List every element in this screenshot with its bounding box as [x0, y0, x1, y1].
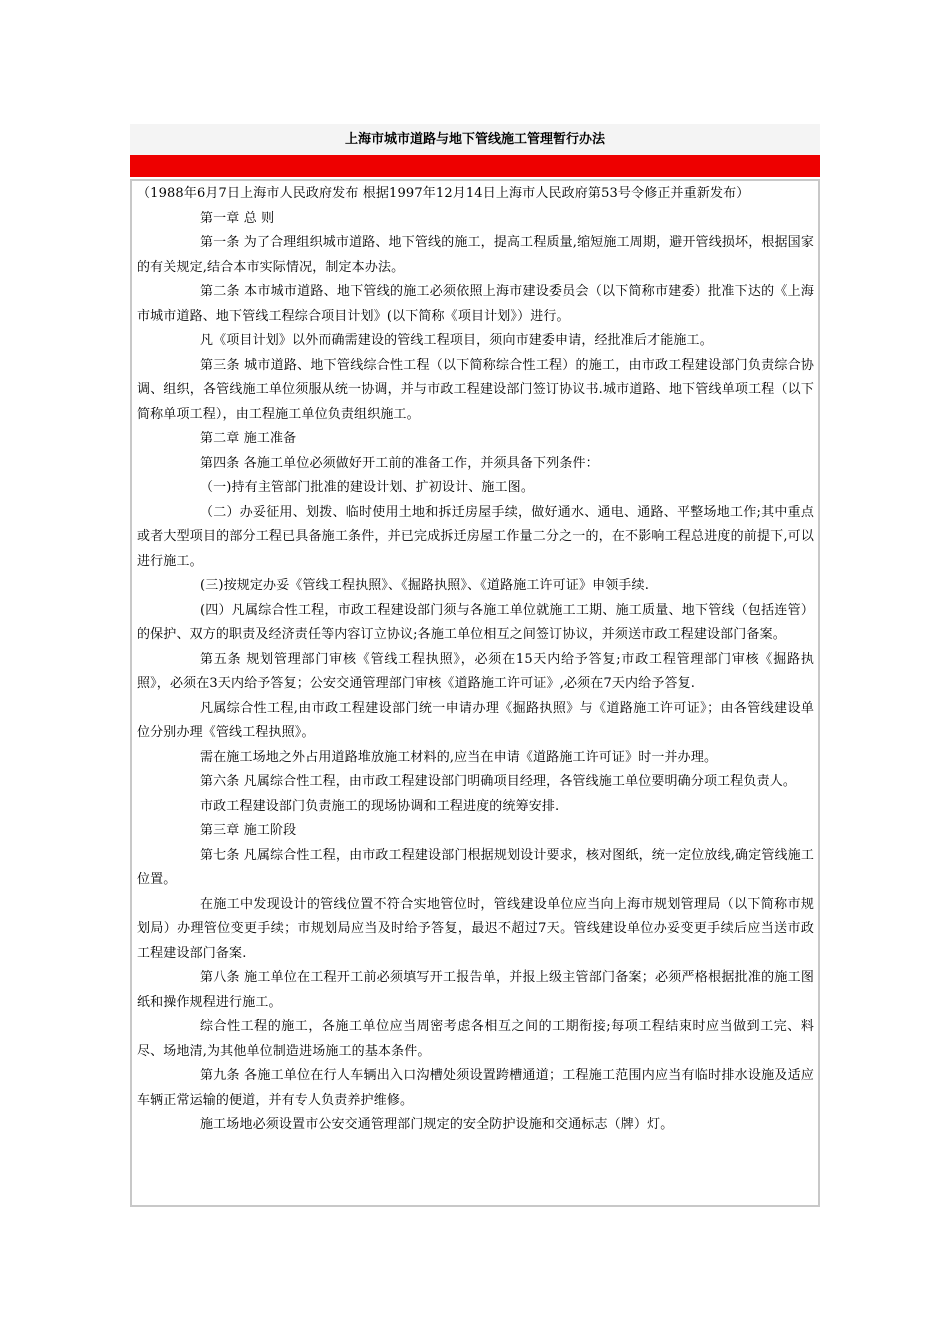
chapter-heading: 第二章 施工准备 — [200, 431, 297, 446]
list-item-paragraph: （二）办妥征用、划拨、临时使用土地和拆迁房屋手续，做好通水、通电、通路、平整场地工作;其中重点或者大型项目的部分工程已具备施工条件，并已完成拆迁房屋工作量二分之一的，在不影响工程总进度的前提下,可以进行施工。 — [137, 504, 814, 569]
article-paragraph: 第九条 各施工单位在行人车辆出入口沟槽处须设置跨槽通道；工程施工范围内应当有临时排水设施及适应车辆正常运输的便道，并有专人负责养护维修。 — [137, 1068, 814, 1108]
article-paragraph: 施工场地必须设置市公安交通管理部门规定的安全防护设施和交通标志（牌）灯。 — [200, 1117, 674, 1132]
document-text — [132, 181, 818, 1138]
list-item-paragraph: （一)持有主管部门批准的建设计划、扩初设计、施工图。 — [200, 480, 534, 495]
article-paragraph: 需在施工场地之外占用道路堆放施工材料的,应当在申请《道路施工许可证》时一并办理。 — [200, 749, 718, 765]
article-paragraph: 第二条 本市城市道路、地下管线的施工必须依照上海市建设委员会（以下简称市建委）批准下达的《上海市城市道路、地下管线工程综合项目计划》(以下简称《项目计划》）进行。 — [137, 284, 814, 324]
article-paragraph: 第一条 为了合理组织城市道路、地下管线的施工，提高工程质量,缩短施工周期，避开管线损坏，根据国家的有关规定,结合本市实际情况，制定本办法。 — [137, 235, 814, 275]
publication-note: （1988年6月7日上海市人民政府发布 根据1997年12月14日上海市人民政府第53号令修正并重新发布） — [137, 186, 750, 201]
list-item-paragraph: (三)按规定办妥《管线工程执照》、《掘路执照》、《道路施工许可证》申领手续. — [200, 578, 649, 593]
article-paragraph: 第八条 施工单位在工程开工前必须填写开工报告单，并报上级主管部门备案；必须严格根据批准的施工图纸和操作规程进行施工。 — [137, 970, 814, 1010]
list-item-paragraph: (四）凡属综合性工程，市政工程建设部门须与各施工单位就施工工期、施工质量、地下管线（包括连管）的保护、双方的职责及经济责任等内容订立协议;各施工单位相互之间签订协议，并须送市政工程建设部门备案。 — [137, 602, 814, 642]
chapter-heading: 第三章 施工阶段 — [200, 823, 297, 838]
article-paragraph: 第三条 城市道路、地下管线综合性工程（以下简称综合性工程）的施工，由市政工程建设部门负责综合协调、组织，各管线施工单位须服从统一协调，并与市政工程建设部门签订协议书.城市道路、地下管线单项工程（以下简称单项工程），由工程施工单位负责组织施工。 — [137, 357, 814, 422]
document-title: 上海市城市道路与地下管线施工管理暂行办法 — [130, 124, 820, 155]
chapter-heading: 第一章 总 则 — [200, 210, 275, 226]
article-paragraph: 第六条 凡属综合性工程，由市政工程建设部门明确项目经理，各管线施工单位要明确分项工程负责人。 — [200, 774, 797, 789]
article-paragraph: 综合性工程的施工，各施工单位应当周密考虑各相互之间的工期衔接;每项工程结束时应当做到工完、料尽、场地清,为其他单位制造进场施工的基本条件。 — [137, 1019, 814, 1059]
article-paragraph: 在施工中发现设计的管线位置不符合实地管位时，管线建设单位应当向上海市规划管理局（以下简称市规划局）办理管位变更手续；市规划局应当及时给予答复，最迟不超过7天。管线建设单位办妥变更手续后应当送市政工程建设部门备案. — [137, 896, 814, 961]
title-divider-bar — [130, 155, 820, 177]
article-paragraph: 第五条 规划管理部门审核《管线工程执照》，必须在15天内给予答复;市政工程管理部门审核《掘路执照》，必须在3天内给予答复；公安交通管理部门审核《道路施工许可证》,必须在7天内给予答复. — [137, 651, 814, 691]
document-body — [130, 179, 820, 1207]
article-paragraph: 第七条 凡属综合性工程，由市政工程建设部门根据规划设计要求，核对图纸，统一定位放线,确定管线施工位置。 — [137, 847, 814, 887]
article-paragraph: 凡《项目计划》以外而确需建设的管线工程项目，须向市建委申请，经批准后才能施工。 — [200, 333, 713, 348]
article-paragraph: 凡属综合性工程,由市政工程建设部门统一申请办理《掘路执照》与《道路施工许可证》；由各管线建设单位分别办理《管线工程执照》。 — [137, 700, 814, 740]
article-paragraph: 市政工程建设部门负责施工的现场协调和工程进度的统筹安排. — [200, 798, 560, 814]
article-paragraph: 第四条 各施工单位必须做好开工前的准备工作，并须具备下列条件： — [200, 455, 599, 471]
